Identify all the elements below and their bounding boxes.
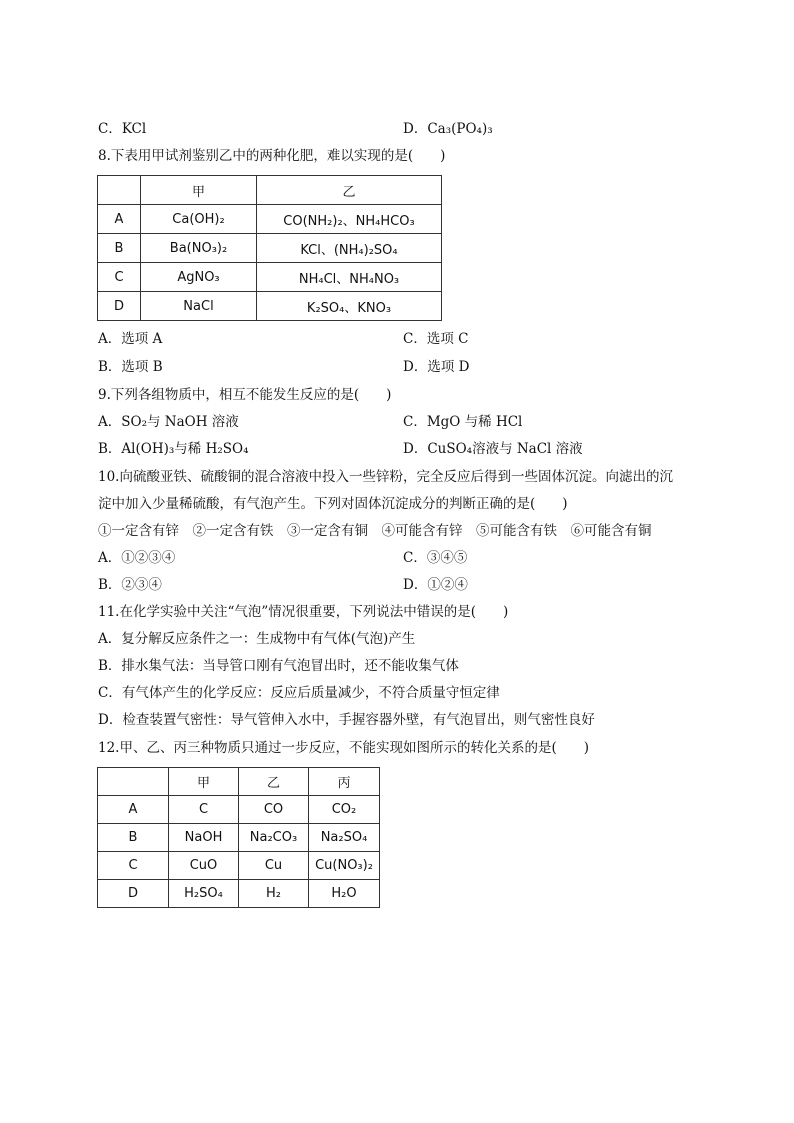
q10-option-b: B．②③④: [98, 577, 162, 593]
table-cell: [98, 768, 169, 796]
table-cell: H₂SO₄: [169, 880, 239, 908]
q10-option-c: C．③④⑤: [403, 550, 468, 566]
q8-option-b: B．选项 B: [98, 359, 163, 375]
table-cell: AgNO₃: [141, 263, 257, 292]
table-cell: [98, 176, 141, 205]
q7-option-d: D．Ca₃(PO₄)₃: [403, 121, 493, 137]
q9-option-a: A．SO₂与 NaOH 溶液: [98, 414, 239, 430]
table-cell: NH₄Cl、NH₄NO₃: [257, 263, 442, 292]
table-cell: Na₂CO₃: [239, 824, 309, 852]
q9-option-c: C．MgO 与稀 HCl: [403, 414, 523, 430]
q11-option-a: A．复分解反应条件之一：生成物中有气体(气泡)产生: [98, 631, 416, 647]
q11-option-b: B．排水集气法：当导管口刚有气泡冒出时，还不能收集气体: [98, 658, 459, 674]
table-cell: A: [98, 205, 141, 234]
table-cell: CO: [239, 796, 309, 824]
table-header-bing: 丙: [309, 768, 380, 796]
q7-option-c: C．KCl: [98, 121, 147, 137]
table-cell: Cu: [239, 852, 309, 880]
table-row: [98, 205, 442, 234]
q11-stem: 11.在化学实验中关注“气泡”情况很重要，下列说法中错误的是( ): [98, 604, 509, 620]
q11-option-d: D．检查装置气密性：导气管伸入水中，手握容器外壁，有气泡冒出，则气密性良好: [98, 712, 595, 728]
table-cell: A: [98, 796, 169, 824]
table-cell: Ba(NO₃)₂: [141, 234, 257, 263]
table-cell: CO(NH₂)₂、NH₄HCO₃: [257, 205, 442, 234]
table-header-yi: 乙: [239, 768, 309, 796]
q10-option-d: D．①②④: [403, 577, 468, 593]
table-row: [98, 824, 380, 852]
q8-option-d: D．选项 D: [403, 359, 470, 375]
q9-option-b: B．Al(OH)₃与稀 H₂SO₄: [98, 441, 249, 457]
table-cell: B: [98, 824, 169, 852]
q8-option-a: A．选项 A: [98, 331, 163, 347]
q9-option-d: D．CuSO₄溶液与 NaCl 溶液: [403, 441, 583, 457]
table-cell: D: [98, 880, 169, 908]
q11-option-c: C．有气体产生的化学反应：反应后质量减少，不符合质量守恒定律: [98, 685, 500, 701]
table-cell: Cu(NO₃)₂: [309, 852, 380, 880]
table-row: [98, 263, 442, 292]
table-header-yi: 乙: [257, 176, 442, 205]
q8-stem: 8.下表用甲试剂鉴别乙中的两种化肥，难以实现的是( ): [98, 148, 446, 164]
table-cell: Ca(OH)₂: [141, 205, 257, 234]
table-row: [98, 234, 442, 263]
q10-stem-line1: 10.向硫酸亚铁、硫酸铜的混合溶液中投入一些锌粉，完全反应后得到一些固体沉淀。向滤出的沉: [98, 469, 673, 485]
q9-stem: 9.下列各组物质中，相互不能发生反应的是( ): [98, 387, 392, 403]
table-cell: H₂: [239, 880, 309, 908]
table-cell: C: [169, 796, 239, 824]
q8-option-c: C．选项 C: [403, 331, 469, 347]
table-header-jia: 甲: [169, 768, 239, 796]
table-cell: B: [98, 234, 141, 263]
q12-table: [97, 767, 380, 908]
table-cell: Na₂SO₄: [309, 824, 380, 852]
table-header-row: [98, 176, 442, 205]
table-cell: CuO: [169, 852, 239, 880]
table-header-row: [98, 768, 380, 796]
table-header-jia: 甲: [141, 176, 257, 205]
table-cell: H₂O: [309, 880, 380, 908]
table-row: [98, 880, 380, 908]
table-row: [98, 852, 380, 880]
q10-option-a: A．①②③④: [98, 550, 176, 566]
q12-stem: 12.甲、乙、丙三种物质只通过一步反应，不能实现如图所示的转化关系的是( ): [98, 740, 590, 756]
table-cell: KCl、(NH₄)₂SO₄: [257, 234, 442, 263]
table-cell: D: [98, 292, 141, 321]
table-cell: CO₂: [309, 796, 380, 824]
q10-stem-line2: 淀中加入少量稀硫酸，有气泡产生。下列对固体沉淀成分的判断正确的是( ): [98, 496, 568, 512]
table-row: [98, 292, 442, 321]
table-cell: NaOH: [169, 824, 239, 852]
table-row: [98, 796, 380, 824]
table-cell: NaCl: [141, 292, 257, 321]
q8-table: [97, 175, 442, 321]
table-cell: K₂SO₄、KNO₃: [257, 292, 442, 321]
q10-statements: ①一定含有锌 ②一定含有铁 ③一定含有铜 ④可能含有锌 ⑤可能含有铁 ⑥可能含有铜: [98, 523, 652, 539]
table-cell: C: [98, 263, 141, 292]
table-cell: C: [98, 852, 169, 880]
